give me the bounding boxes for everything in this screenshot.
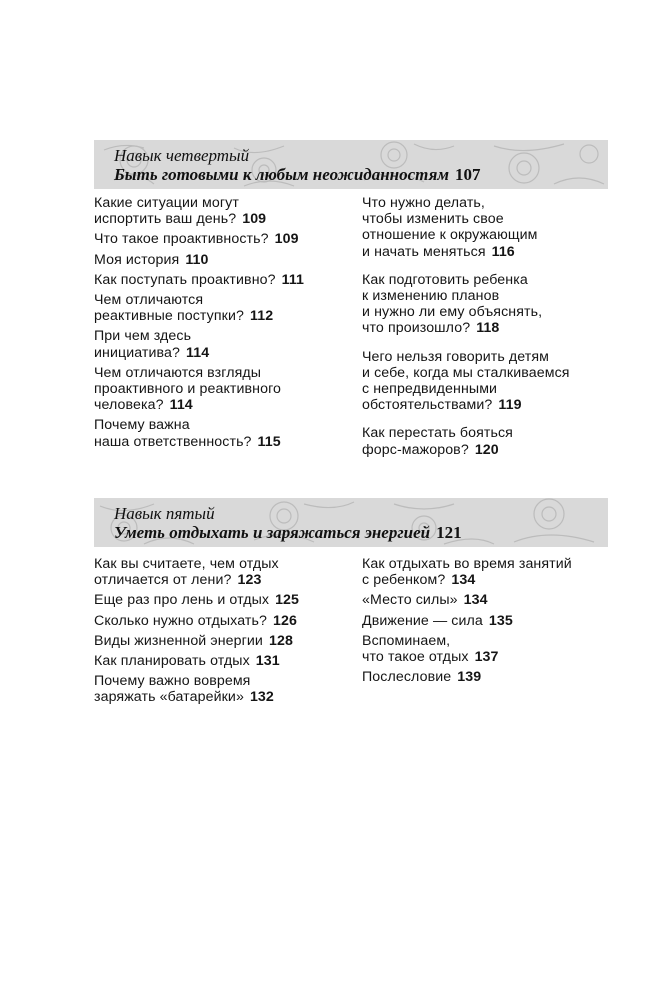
section-title-text: Быть готовыми к любым неожиданностям bbox=[114, 165, 449, 184]
toc-entry bbox=[94, 292, 352, 324]
toc-entry bbox=[94, 417, 352, 449]
toc-entry-page: 112 bbox=[250, 308, 274, 325]
section-heading-band bbox=[94, 498, 608, 547]
toc-entry bbox=[94, 592, 352, 608]
toc-entry bbox=[362, 195, 608, 260]
section-heading-band bbox=[94, 140, 608, 189]
toc-entry-page: 114 bbox=[169, 397, 193, 414]
toc-entry bbox=[362, 592, 608, 608]
toc-entry bbox=[94, 231, 352, 247]
toc-entry bbox=[94, 613, 352, 629]
toc-section-skill-four bbox=[94, 140, 608, 458]
toc-entry-page: 128 bbox=[268, 632, 293, 649]
toc-entry-page: 131 bbox=[255, 653, 280, 670]
toc-entry bbox=[362, 633, 608, 665]
toc-entry bbox=[362, 669, 608, 685]
section-heading-label: Навык пятый bbox=[114, 504, 215, 523]
toc-entry-title: Вспоминаем, что такое отдых bbox=[362, 632, 469, 666]
toc-entry-page: 132 bbox=[249, 689, 274, 706]
section-heading-label: Навык четвертый bbox=[114, 146, 250, 165]
toc-entry-page: 111 bbox=[281, 271, 305, 288]
toc-entry-title: Чем отличаются реактивные поступки? bbox=[94, 292, 244, 325]
toc-entry bbox=[94, 653, 352, 669]
toc-entry-title: Сколько нужно отдыхать? bbox=[94, 612, 267, 629]
toc-entry bbox=[362, 613, 608, 629]
section-heading-page: 121 bbox=[436, 523, 462, 542]
section-heading bbox=[114, 146, 480, 184]
toc-entry-title: Как вы считаете, чем отдых отличается от лени? bbox=[94, 556, 279, 589]
toc-entry bbox=[94, 556, 352, 588]
toc-entry-title: Какие ситуации могут испортить ваш день? bbox=[94, 195, 239, 228]
toc-entry-title: Что такое проактивность? bbox=[94, 231, 269, 248]
section-heading-title bbox=[114, 165, 480, 184]
toc-entry-title: При чем здесь инициатива? bbox=[94, 328, 192, 361]
toc-entry-page: 134 bbox=[463, 592, 488, 609]
toc-entry-title: Как перестать бояться форс-мажоров? bbox=[362, 425, 513, 458]
toc-entry-page: 114 bbox=[186, 344, 210, 361]
toc-entry-title: Как подготовить ребенка к изменению планов и нужно ли ему объяснять, что произошло? bbox=[362, 271, 543, 337]
toc-entry-title: Почему важно вовремя заряжать «батарейки» bbox=[94, 673, 251, 706]
toc-entry-page: 109 bbox=[274, 231, 299, 248]
toc-entry-title: «Место силы» bbox=[362, 592, 458, 609]
toc-entry bbox=[362, 556, 608, 588]
toc-entry-page: 125 bbox=[275, 592, 300, 609]
toc-entry-title: Как отдыхать во время занятий с ребенком? bbox=[362, 556, 572, 589]
toc-entry bbox=[362, 272, 608, 337]
toc-entry-page: 139 bbox=[457, 669, 482, 686]
toc-entry-page: 137 bbox=[474, 649, 499, 666]
toc-entry-page: 109 bbox=[242, 211, 267, 228]
toc-entry-page: 123 bbox=[237, 572, 262, 589]
toc-section-skill-five bbox=[94, 498, 608, 706]
toc-entry bbox=[94, 195, 352, 227]
toc-entry-page: 120 bbox=[474, 441, 499, 458]
toc-column-right bbox=[362, 556, 608, 689]
toc-entry bbox=[94, 365, 352, 414]
toc-entry-page: 110 bbox=[185, 251, 209, 268]
toc-entry-title: Почему важна наша ответственность? bbox=[94, 417, 252, 450]
section-title-text: Уметь отдыхать и заряжаться энергией bbox=[114, 523, 431, 542]
toc-entry-title: Послесловие bbox=[362, 669, 452, 686]
toc-entry bbox=[94, 673, 352, 705]
section-heading-page: 107 bbox=[454, 165, 481, 184]
toc-entry-page: 116 bbox=[491, 243, 515, 260]
toc-entry-title: Чего нельзя говорить детям и себе, когда мы сталкиваемся с непредвиденными обстоятельствами? bbox=[362, 348, 570, 414]
toc-entry-page: 126 bbox=[272, 612, 297, 629]
toc-entry-title: Виды жизненной энергии bbox=[94, 632, 263, 649]
toc-entry-title: Еще раз про лень и отдых bbox=[94, 592, 270, 609]
toc-entry bbox=[362, 425, 608, 457]
toc-entry bbox=[94, 252, 352, 268]
toc-entry bbox=[94, 328, 352, 360]
toc-entry-title: Как поступать проактивно? bbox=[94, 271, 276, 288]
toc-entry-title: Что нужно делать, чтобы изменить свое отношение к окружающим и начать меняться bbox=[362, 195, 538, 260]
toc-entry-title: Движение — сила bbox=[362, 612, 483, 629]
toc-column-left bbox=[94, 556, 352, 710]
toc-entry-title: Как планировать отдых bbox=[94, 653, 250, 670]
section-heading bbox=[114, 504, 462, 542]
toc-entry-title: Моя история bbox=[94, 251, 180, 268]
toc-entry-page: 119 bbox=[498, 397, 522, 414]
section-heading-title bbox=[114, 523, 462, 542]
toc-entry-page: 115 bbox=[257, 433, 281, 450]
toc-entry-page: 118 bbox=[476, 320, 500, 337]
toc-entry bbox=[94, 272, 352, 288]
toc-column-right bbox=[362, 195, 608, 462]
toc-entry-title: Чем отличаются взгляды проактивного и реактивного человека? bbox=[94, 364, 282, 414]
toc-entry bbox=[94, 633, 352, 649]
toc-entry-page: 134 bbox=[451, 572, 476, 589]
toc-column-left bbox=[94, 195, 352, 454]
toc-entry bbox=[362, 349, 608, 414]
toc-entry-page: 135 bbox=[488, 612, 513, 629]
